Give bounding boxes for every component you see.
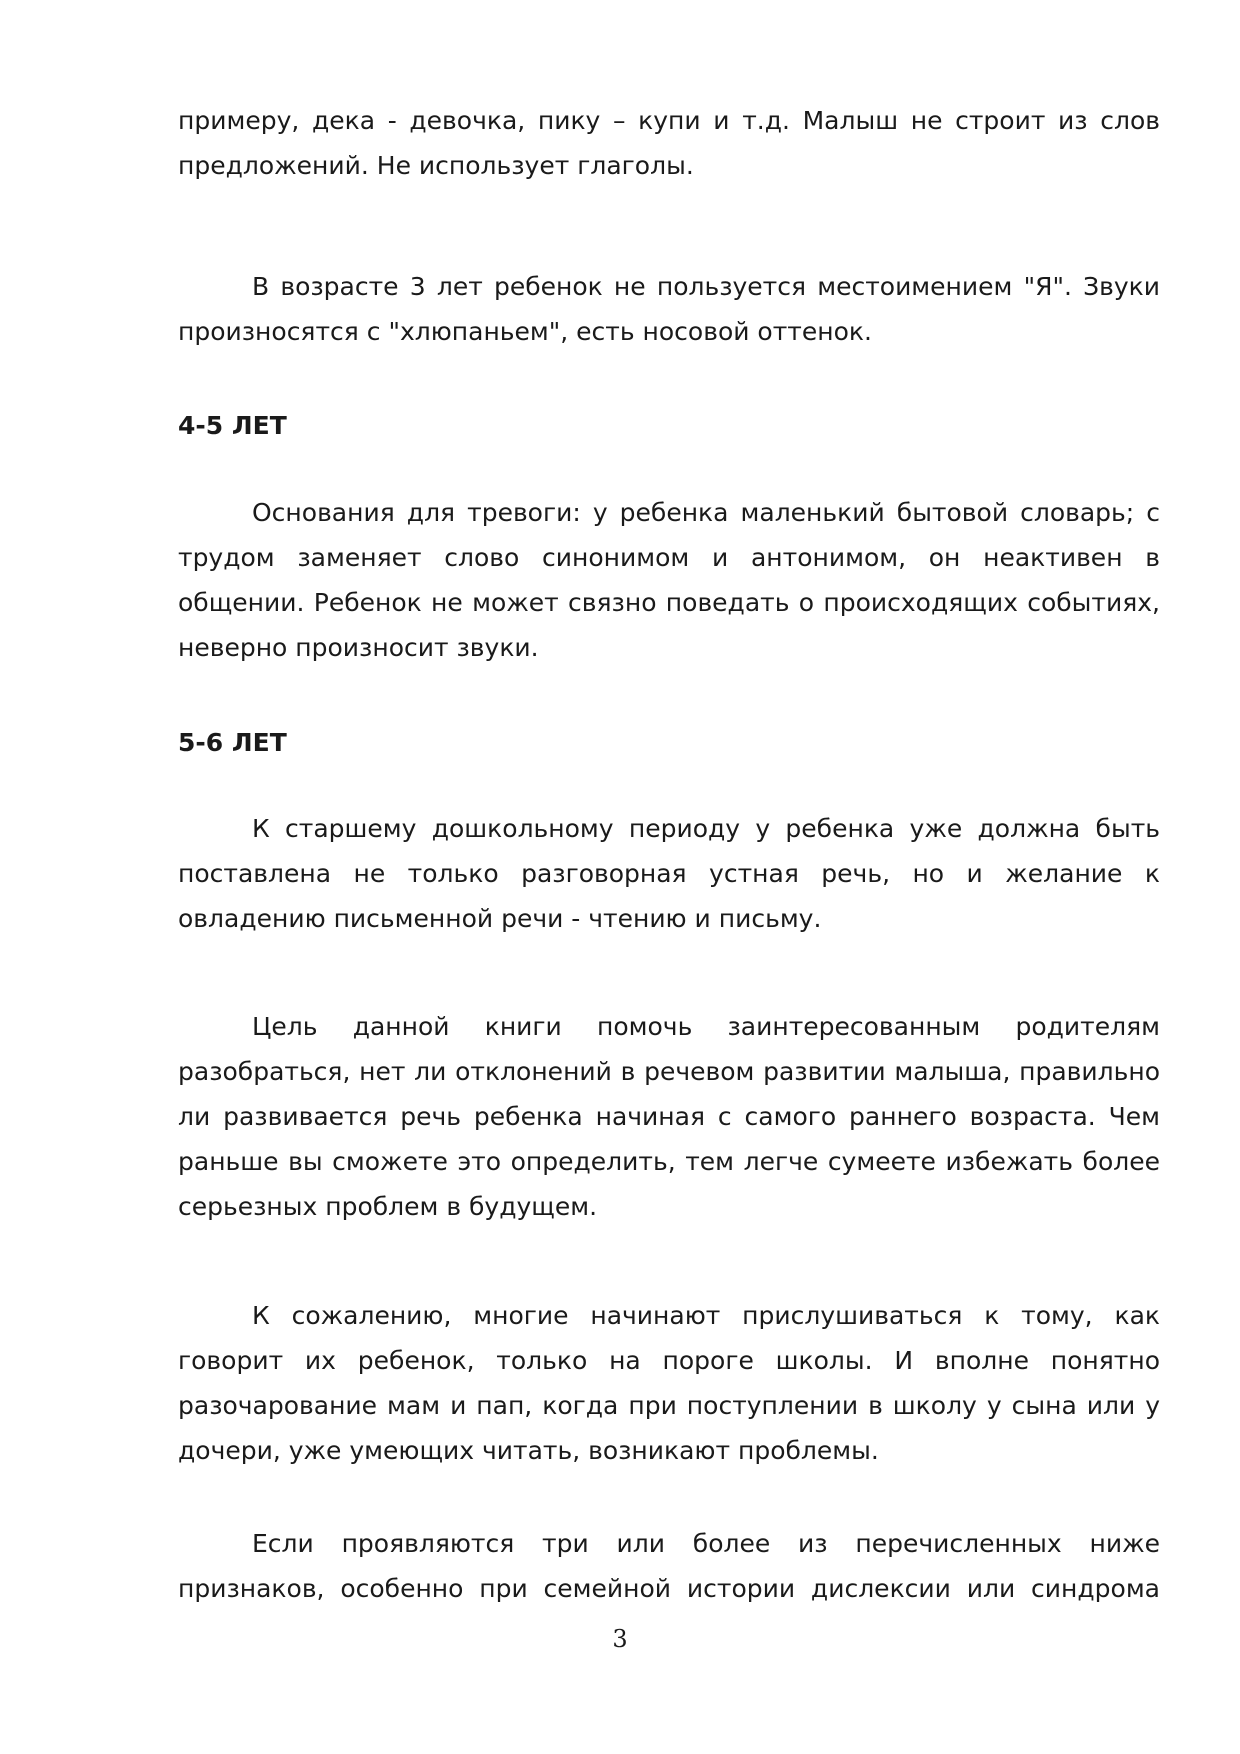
paragraph-signs: [178, 1521, 1160, 1611]
paragraph-age-4-5: [178, 490, 1160, 670]
paragraph-line: серьезных проблем в будущем.: [178, 1192, 598, 1221]
paragraph-line: примеру, дека - девочка, пику – купи и т.д. Малыш не строит из слов: [178, 106, 1160, 135]
paragraph-line: общении. Ребенок не может связно поведать о происходящих событиях,: [178, 588, 1160, 617]
paragraph-line: Цель данной книги помочь заинтересованным родителям: [252, 1012, 1160, 1041]
paragraph-line: К сожалению, многие начинают прислушиваться к тому, как: [252, 1301, 1160, 1330]
paragraph-regret: [178, 1293, 1160, 1473]
section-heading-5-6: 5-6 ЛЕТ: [178, 728, 287, 757]
paragraph-line: ли развивается речь ребенка начиная с самого раннего возраста. Чем: [178, 1102, 1160, 1131]
paragraph-age-3: [178, 264, 1160, 354]
paragraph-line: Основания для тревоги: у ребенка маленький бытовой словарь; с: [252, 498, 1160, 527]
section-heading-4-5: 4-5 ЛЕТ: [178, 411, 287, 440]
paragraph-line: Если проявляются три или более из перечисленных ниже: [252, 1529, 1160, 1558]
paragraph-line: разочарование мам и пап, когда при поступлении в школу у сына или у: [178, 1391, 1160, 1420]
paragraph-continuation: [178, 98, 1160, 188]
paragraph-line: К старшему дошкольному периоду у ребенка уже должна быть: [252, 814, 1160, 843]
paragraph-line: раньше вы сможете это определить, тем легче сумеете избежать более: [178, 1147, 1160, 1176]
paragraph-line: поставлена не только разговорная устная речь, но и желание к: [178, 859, 1160, 888]
paragraph-line: говорит их ребенок, только на пороге школы. И вполне понятно: [178, 1346, 1160, 1375]
paragraph-age-5-6: [178, 806, 1160, 941]
paragraph-line: трудом заменяет слово синонимом и антонимом, он неактивен в: [178, 543, 1160, 572]
paragraph-line: В возрасте 3 лет ребенок не пользуется местоимением "Я". Звуки: [252, 272, 1160, 301]
paragraph-book-goal: [178, 1004, 1160, 1229]
paragraph-line: произносятся с "хлюпаньем", есть носовой оттенок.: [178, 317, 872, 346]
paragraph-line: признаков, особенно при семейной истории дислексии или синдрома: [178, 1574, 1160, 1603]
paragraph-line: неверно произносит звуки.: [178, 633, 539, 662]
paragraph-line: разобраться, нет ли отклонений в речевом развитии малыша, правильно: [178, 1057, 1160, 1086]
paragraph-line: дочери, уже умеющих читать, возникают проблемы.: [178, 1436, 879, 1465]
paragraph-line: предложений. Не использует глаголы.: [178, 151, 694, 180]
paragraph-line: овладению письменной речи - чтению и письму.: [178, 904, 822, 933]
page-number: 3: [612, 1625, 628, 1653]
